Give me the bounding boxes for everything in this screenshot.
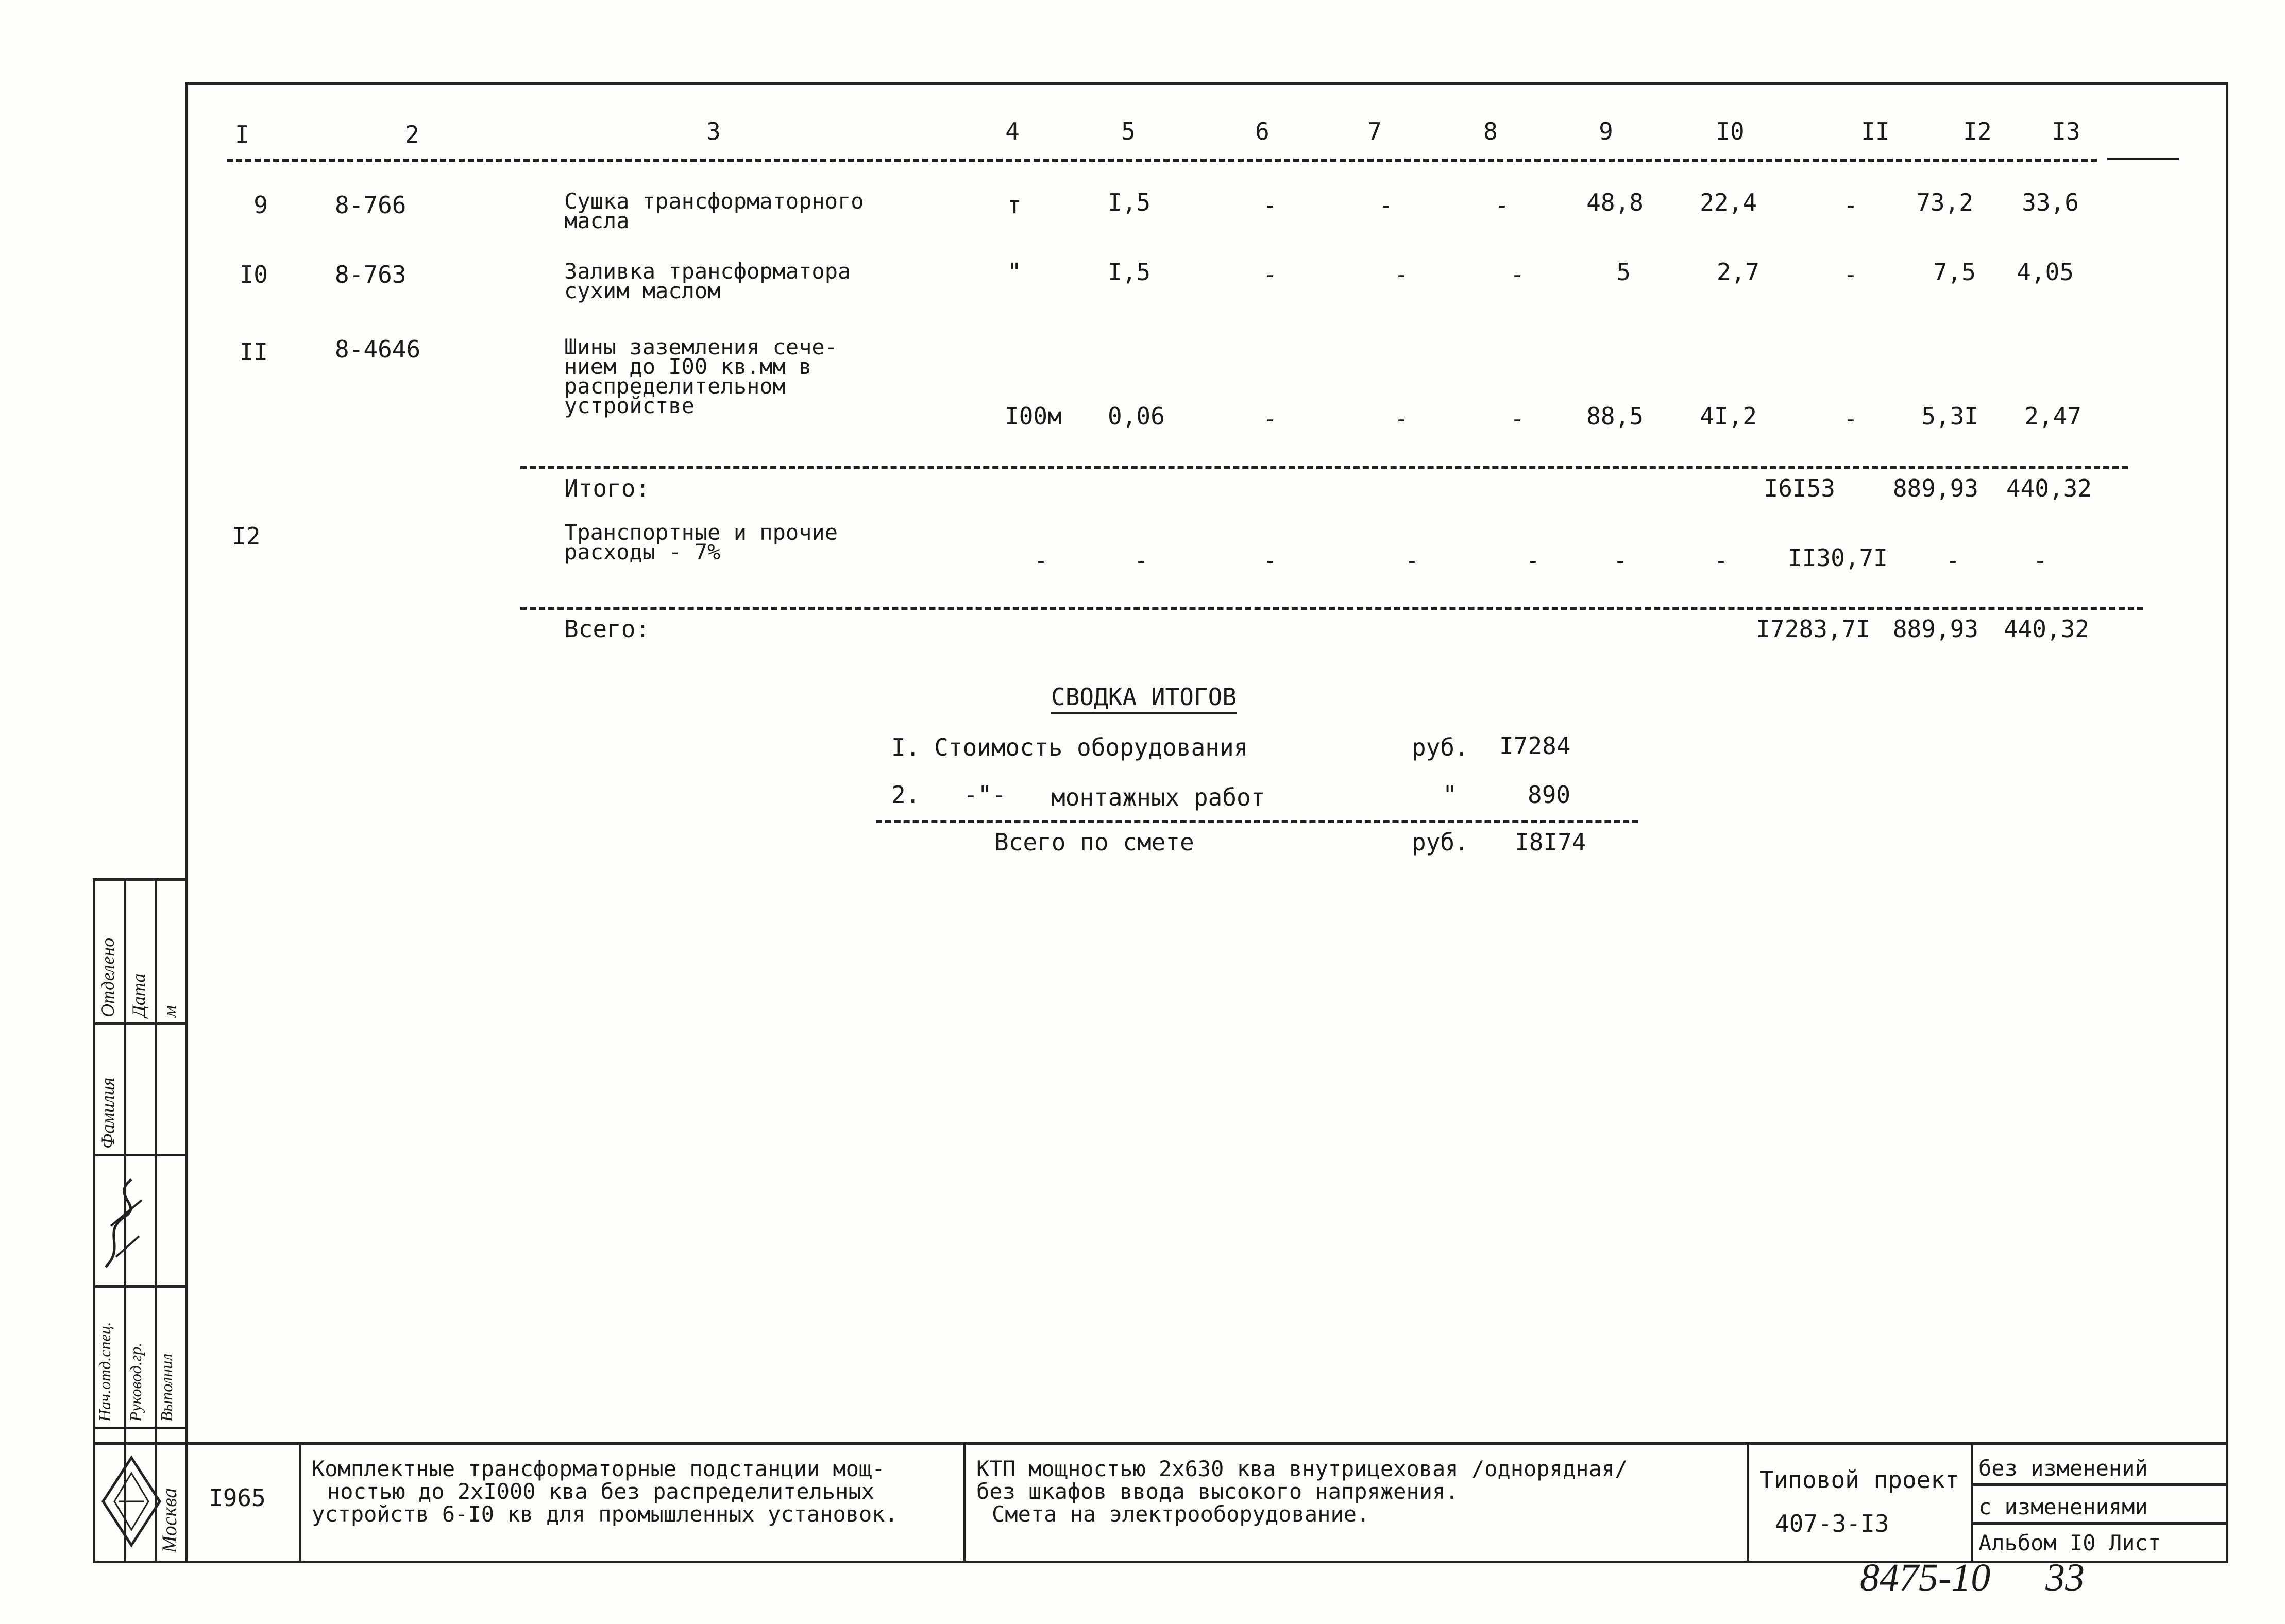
- unit: т: [1007, 191, 1022, 219]
- quantity: I,5: [1108, 258, 1151, 286]
- row-number: 9: [253, 191, 268, 219]
- project-label: Типовой проект: [1759, 1466, 1959, 1494]
- cell: -: [1843, 261, 1858, 288]
- unit: руб.: [1412, 733, 1469, 761]
- cell: -: [1495, 191, 1509, 219]
- header-col-2: 2: [405, 121, 419, 148]
- cell: 440,32: [2006, 474, 2092, 502]
- cell: I7283,7I: [1756, 615, 1870, 643]
- cell: I6I53: [1764, 474, 1835, 502]
- header-col-10: I0: [1716, 117, 1745, 145]
- cell: 889,93: [1892, 474, 1978, 502]
- header-col-6: 6: [1255, 117, 1270, 145]
- institute-logo-icon: [98, 1452, 165, 1550]
- album-sheet-label: Альбом I0 Лист: [1978, 1530, 2161, 1555]
- cell: -: [1526, 546, 1540, 574]
- total-label: Всего:: [564, 615, 650, 643]
- item-name: Шины заземления сече- нием до I00 кв.мм в распределительном устройстве: [564, 334, 838, 418]
- cell: 889,93: [1892, 615, 1978, 643]
- summary-line-2-num: 2.: [891, 781, 920, 809]
- side-col-label: Отделено: [97, 937, 118, 1017]
- summary-divider: [876, 820, 1638, 823]
- cell: -: [1613, 546, 1628, 574]
- cell: -: [1714, 546, 1728, 574]
- item-name: Сушка трансформаторного масла: [564, 189, 864, 233]
- value: I7284: [1499, 732, 1571, 760]
- item-name: Транспортные и прочие расходы - 7%: [564, 520, 838, 565]
- header-col-13: I3: [2052, 117, 2080, 145]
- quantity: I,5: [1108, 189, 1151, 216]
- unit: I00м: [1005, 402, 1062, 430]
- cell: -: [1263, 261, 1277, 288]
- unit: руб.: [1412, 828, 1469, 856]
- quantity: 0,06: [1108, 402, 1165, 430]
- side-mark: м: [159, 1005, 180, 1017]
- unit: ": [1443, 781, 1457, 809]
- cell: -: [1134, 546, 1148, 574]
- rate-code: 8-763: [335, 261, 407, 288]
- signature-scribble: [95, 1169, 152, 1272]
- summary-line-1: I. Стоимость оборудования: [891, 733, 1248, 761]
- cell: -: [1394, 405, 1409, 433]
- cell: 88,5: [1586, 402, 1644, 430]
- cell: II30,7I: [1788, 544, 1888, 572]
- cell: -: [1379, 191, 1393, 219]
- project-title-general: Комплектные трансформаторные подстанции мощ- ностью до 2хI000 ква без распределительных устройств 6-I0 кв для промышленных установок.: [312, 1456, 898, 1527]
- cell: 440,32: [2003, 615, 2089, 643]
- side-role: Нач.отд.спец.: [95, 1322, 114, 1422]
- cell: -: [1263, 405, 1277, 433]
- cell: -: [1510, 261, 1525, 288]
- cell: -: [1945, 546, 1960, 574]
- side-col-label: Фамилия: [97, 1077, 118, 1149]
- header-col-7: 7: [1367, 117, 1382, 145]
- header-divider-solid: [2107, 158, 2179, 160]
- cell: 22,4: [1700, 189, 1757, 216]
- cell: -: [1510, 405, 1525, 433]
- header-col-5: 5: [1121, 117, 1136, 145]
- summary-title: СВОДКА ИТОГОВ: [1051, 685, 1237, 714]
- cell: 2,7: [1716, 258, 1759, 286]
- unit: ": [1007, 258, 1022, 286]
- header-col-4: 4: [1005, 117, 1020, 145]
- cell: 4,05: [2017, 258, 2074, 286]
- cell: -: [1394, 261, 1409, 288]
- cell: 7,5: [1933, 258, 1976, 286]
- cell: 5: [1616, 258, 1631, 286]
- summary-total: Всего по смете: [994, 828, 1194, 856]
- no-changes-label: без изменений: [1978, 1456, 2148, 1481]
- row-number: II: [239, 338, 268, 366]
- cell: 33,6: [2022, 189, 2079, 216]
- cell: -: [1263, 191, 1277, 219]
- project-number: 407-3-I3: [1775, 1510, 1889, 1537]
- subtotal-label: Итого:: [564, 474, 650, 502]
- header-divider: [227, 159, 2097, 162]
- cell: 5,3I: [1921, 402, 1978, 430]
- header-col-12: I2: [1963, 117, 1992, 145]
- cell: -: [1034, 546, 1048, 574]
- header-col-11: II: [1861, 117, 1890, 145]
- city: Москва: [158, 1488, 181, 1553]
- header-col-1: I: [235, 121, 249, 148]
- cell: -: [1843, 405, 1858, 433]
- ditto-mark: -"-: [963, 781, 1007, 809]
- subtotal-divider: [520, 466, 2128, 469]
- row-number: I2: [232, 522, 261, 550]
- item-name: Заливка трансформатора сухим маслом: [564, 259, 851, 303]
- row-number: I0: [239, 261, 268, 288]
- cell: 2,47: [2024, 402, 2081, 430]
- cell: 73,2: [1916, 189, 1973, 216]
- cell: -: [2033, 546, 2047, 574]
- header-col-9: 9: [1599, 117, 1613, 145]
- with-changes-label: с изменениями: [1978, 1494, 2148, 1519]
- side-role: Выполнил: [157, 1353, 176, 1422]
- value: I8I74: [1515, 828, 1586, 856]
- cell: 48,8: [1586, 189, 1644, 216]
- cell: -: [1843, 191, 1858, 219]
- project-title-sheet: КТП мощностью 2х630 ква внутрицеховая /однорядная/ без шкафов ввода высокого напряжения. Смета на электрооборудование.: [976, 1456, 1628, 1527]
- header-col-8: 8: [1483, 117, 1498, 145]
- cell: 4I,2: [1700, 402, 1757, 430]
- cell: -: [1404, 546, 1419, 574]
- side-role: Руковод.гр.: [126, 1342, 145, 1422]
- archive-number: 8475-10: [1860, 1556, 1991, 1599]
- rate-code: 8-766: [335, 191, 407, 219]
- summary-line-2: монтажных работ: [1051, 783, 1265, 811]
- rate-code: 8-4646: [335, 335, 421, 363]
- side-col-label: Дата: [128, 973, 149, 1017]
- sheet-number: 33: [2045, 1556, 2085, 1599]
- value: 890: [1528, 781, 1571, 809]
- cell: -: [1263, 546, 1277, 574]
- header-col-3: 3: [706, 117, 721, 145]
- total-divider: [520, 607, 2143, 610]
- year: I965: [209, 1484, 266, 1512]
